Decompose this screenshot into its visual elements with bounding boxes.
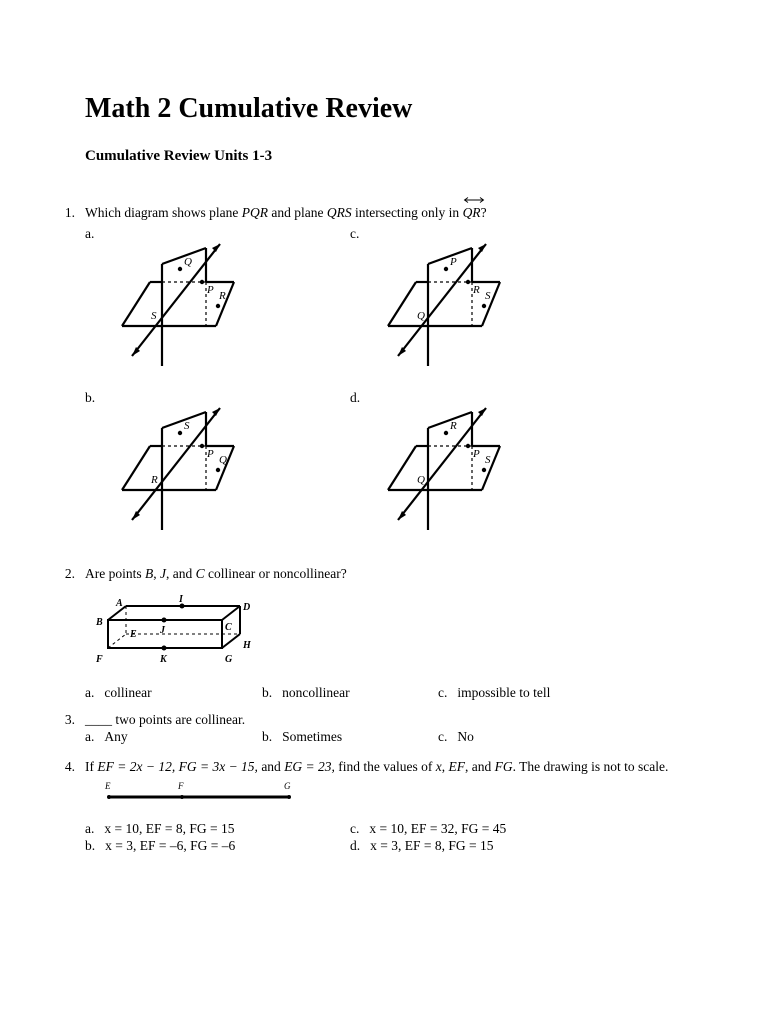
- point-label-b: B: [96, 617, 103, 628]
- point-label: S: [485, 454, 491, 466]
- point-label-d: D: [243, 602, 251, 613]
- point-label-c: C: [225, 622, 232, 633]
- point-label-f: F: [178, 781, 184, 791]
- point-label: Q: [219, 454, 227, 466]
- point-label-a: A: [116, 598, 123, 609]
- q3-choice-b: b. Sometimes: [262, 729, 343, 744]
- q3-number: 3.: [64, 712, 75, 727]
- equation-eg: EG = 23,: [284, 759, 335, 774]
- equation-ef: EF = 2x − 12,: [97, 759, 176, 774]
- q1-number: 1.: [64, 205, 75, 220]
- point-label-j: J: [160, 625, 165, 636]
- point-label: R: [219, 290, 226, 302]
- point-label-e: E: [105, 781, 111, 791]
- double-arrow-icon: [463, 196, 485, 204]
- q4-choice-a: a. x = 10, EF = 8, FG = 15: [85, 821, 235, 836]
- q3-choice-a: a. Any: [85, 729, 128, 744]
- q2-text: Are points B, J, and C collinear or noncollinear?: [85, 566, 347, 581]
- line-qr-notation: QR: [463, 205, 481, 221]
- q4-choice-b: b. x = 3, EF = –6, FG = –6: [85, 838, 236, 853]
- q4-number: 4.: [64, 759, 75, 774]
- q4-choice-c: c. x = 10, EF = 32, FG = 45: [350, 821, 507, 836]
- diagram-option-b: [118, 400, 236, 532]
- point-label: P: [473, 448, 480, 460]
- q1-option-d-letter: d.: [350, 390, 361, 405]
- point-label: P: [207, 448, 214, 460]
- point-label: P: [207, 284, 214, 296]
- q1-option-a-letter: a.: [85, 226, 95, 241]
- point-label: P: [450, 256, 457, 268]
- q4-text: If EF = 2x − 12, FG = 3x − 15, and EG = 23, find the values of x, EF, and FG. The drawing is not to scale.: [85, 759, 669, 774]
- point-label: R: [450, 420, 457, 432]
- point-label: S: [184, 420, 190, 432]
- point-label-i: I: [179, 594, 183, 605]
- q2-choice-b: b. noncollinear: [262, 685, 350, 700]
- point-label: S: [485, 290, 491, 302]
- point-label-g: G: [225, 654, 233, 665]
- q2-number: 2.: [64, 566, 75, 581]
- diagram-option-d: [384, 400, 502, 532]
- point-label: Q: [417, 474, 425, 486]
- diagram-option-c: [384, 236, 502, 368]
- point-label: R: [151, 474, 158, 486]
- point-label: Q: [417, 310, 425, 322]
- q2-choice-c: c. impossible to tell: [438, 685, 551, 700]
- segment-diagram: [100, 780, 300, 804]
- box-diagram: [90, 592, 260, 670]
- point-label-e: E: [130, 629, 137, 640]
- q4-choice-d: d. x = 3, EF = 8, FG = 15: [350, 838, 494, 853]
- point-label: R: [473, 284, 480, 296]
- q1-option-b-letter: b.: [85, 390, 96, 405]
- page-subtitle: Cumulative Review Units 1-3: [85, 148, 273, 164]
- page-title: Math 2 Cumulative Review: [85, 93, 413, 124]
- q3-choice-c: c. No: [438, 729, 474, 744]
- q2-choice-a: a. collinear: [85, 685, 152, 700]
- point-label: S: [151, 310, 157, 322]
- point-label-g: G: [284, 781, 291, 791]
- q1-option-c-letter: c.: [350, 226, 360, 241]
- equation-fg: FG = 3x − 15,: [178, 759, 258, 774]
- point-label-h: H: [243, 640, 251, 651]
- point-label-f: F: [96, 654, 103, 665]
- q1-text: Which diagram shows plane PQR and plane QRS intersecting only in QR?: [85, 205, 487, 221]
- point-label-k: K: [160, 654, 167, 665]
- diagram-option-a: [118, 236, 236, 368]
- point-label: Q: [184, 256, 192, 268]
- q3-text: ____ two points are collinear.: [85, 712, 246, 727]
